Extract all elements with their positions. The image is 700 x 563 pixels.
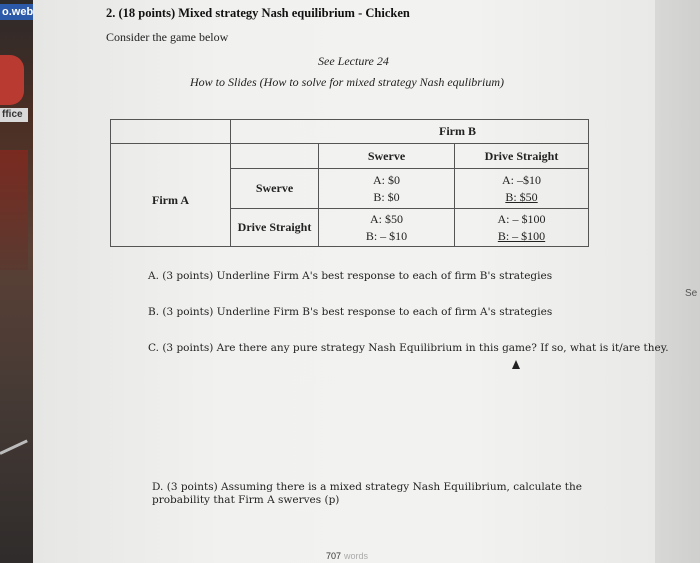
browser-tab-fragment[interactable]: o.web: [0, 4, 39, 20]
payoff-b: B: $0: [373, 189, 400, 204]
background-decoration: [0, 55, 24, 105]
payoff-a: A: $0: [373, 172, 400, 187]
payoff-cell-drive-swerve: [319, 209, 455, 247]
payoff-cell-swerve-swerve: [319, 169, 455, 209]
empty-header-cell: [231, 144, 319, 169]
word-count-label: words: [344, 551, 369, 561]
payoff-matrix: [110, 119, 589, 247]
payoff-a: A: –$10: [502, 172, 541, 187]
payoff-b: B: – $100: [497, 228, 546, 243]
firm-a-label: Firm A: [111, 144, 231, 247]
question-title: 2. (18 points) Mixed strategy Nash equilibrium - Chicken: [106, 6, 410, 20]
part-a-text: A. (3 points) Underline Firm A's best response to each of firm B's strategies: [148, 270, 553, 282]
payoff-cell-drive-drive: [455, 209, 589, 247]
payoff-a: A: $50: [370, 211, 403, 226]
word-count-status: [326, 551, 368, 561]
payoff-b: B: $50: [505, 189, 538, 204]
see-lecture-note: See Lecture 24: [318, 54, 389, 68]
row-header-drive-straight: Drive Straight: [231, 209, 319, 247]
payoff-a: A: – $100: [497, 211, 546, 226]
how-to-note: How to Slides (How to solve for mixed strategy Nash equlibrium): [190, 75, 504, 89]
payoff-b: B: – $10: [365, 228, 408, 243]
mouse-cursor-icon: [512, 360, 520, 369]
part-b-text: B. (3 points) Underline Firm B's best response to each of firm A's strategies: [148, 306, 553, 318]
col-header-swerve: Swerve: [319, 144, 455, 169]
row-header-swerve: Swerve: [231, 169, 319, 209]
part-d-text: D. (3 points) Assuming there is a mixed strategy Nash Equilibrium, calculate the probability that Firm A swerves (p): [152, 481, 582, 506]
col-header-drive-straight: Drive Straight: [455, 144, 589, 169]
background-decoration: [0, 150, 28, 270]
word-count-value: 707: [326, 551, 342, 561]
office-tab-fragment[interactable]: ffice: [0, 108, 28, 122]
question-intro: Consider the game below: [106, 30, 229, 44]
part-c-text: C. (3 points) Are there any pure strategy Nash Equilibrium in this game? If so, what is it/are they.: [148, 342, 669, 354]
empty-corner-cell: [111, 120, 231, 144]
background-right: [655, 0, 700, 563]
firm-b-label: Firm B: [231, 120, 589, 144]
payoff-cell-swerve-drive: [455, 169, 589, 209]
right-edge-label: Se: [685, 288, 698, 299]
